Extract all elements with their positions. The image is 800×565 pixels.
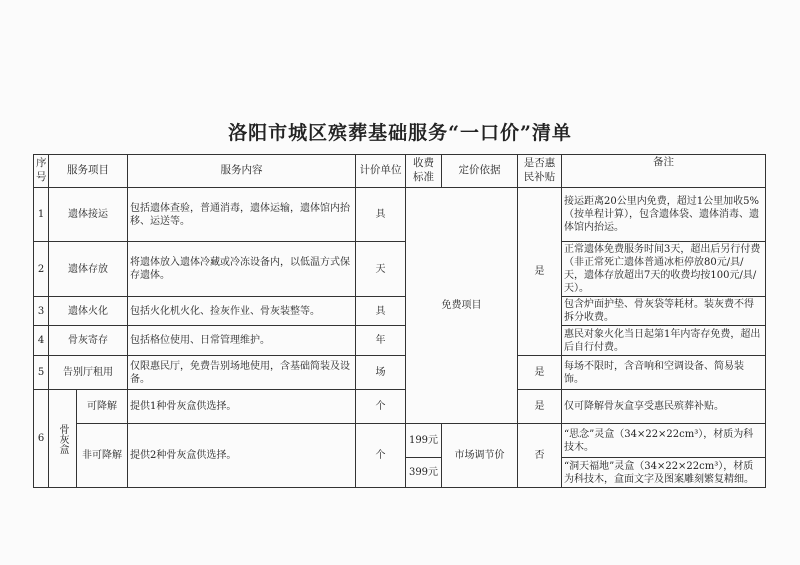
table-row <box>34 424 766 458</box>
table-header <box>34 155 766 188</box>
row-unit: 场 <box>356 356 406 390</box>
row-note: “洞天福地”灵盒（34×22×22cm³），材质为科技木，盒面文字及图案雕刻繁复精细。 <box>562 458 766 488</box>
row-note: 每场不限时，含音响和空调设备、简易装饰。 <box>562 356 766 390</box>
row-unit: 个 <box>356 390 406 424</box>
row-note: 接运距离20公里内免费，超过1公里加收5%（按单程计算），包含遗体袋、遗体消毒、遗体馆内抬运。 <box>562 188 766 242</box>
row-item-label: 骨灰盒 <box>57 423 68 454</box>
row-item: 骨灰寄存 <box>49 326 128 356</box>
fee-value: 199元 <box>406 424 442 458</box>
row-content: 将遗体放入遗体冷藏或冷冻设备内，以低温方式保存遗体。 <box>128 242 356 297</box>
table-row <box>34 356 766 390</box>
header-subsidy: 是否惠民补贴 <box>518 155 562 188</box>
row-no: 5 <box>34 356 49 390</box>
subsidy-value: 是 <box>518 188 562 356</box>
row-unit: 天 <box>356 242 406 297</box>
row-note: 正常遗体免费服务时间3天，超出后另行付费（非正常死亡遗体普通冰柜停放80元/具/天，遗体存放超出7天的收费均按100元/具/天）。 <box>562 242 766 297</box>
fee-value: 399元 <box>406 458 442 488</box>
row-subitem: 非可降解 <box>77 424 128 488</box>
row-item <box>49 390 77 488</box>
row-content: 包括遗体查验，普通消毒，遗体运输，遗体馆内抬移、运送等。 <box>128 188 356 242</box>
row-unit: 年 <box>356 326 406 356</box>
header-content: 服务内容 <box>128 155 356 188</box>
header-note: 备注 <box>562 155 766 188</box>
row-content: 包括火化机火化、捡灰作业、骨灰装整等。 <box>128 297 356 326</box>
row-no: 3 <box>34 297 49 326</box>
row-note: 包含炉面护垫、骨灰袋等耗材。装灰费不得拆分收费。 <box>562 297 766 326</box>
table-row <box>34 188 766 242</box>
row-item: 遗体存放 <box>49 242 128 297</box>
row-note: 仅可降解骨灰盒享受惠民殡葬补贴。 <box>562 390 766 424</box>
subsidy-value: 是 <box>518 390 562 424</box>
row-item: 遗体火化 <box>49 297 128 326</box>
row-no: 4 <box>34 326 49 356</box>
header-no: 序号 <box>34 155 49 188</box>
basis-value: 市场调节价 <box>442 424 518 488</box>
row-item: 告别厅租用 <box>49 356 128 390</box>
subsidy-value: 是 <box>518 356 562 390</box>
subsidy-value: 否 <box>518 424 562 488</box>
row-no: 6 <box>34 390 49 488</box>
table-row <box>34 326 766 356</box>
row-subitem: 可降解 <box>77 390 128 424</box>
row-note: “思念”灵盒（34×22×22cm³），材质为科技木。 <box>562 424 766 458</box>
document-title: 洛阳市城区殡葬基础服务“一口价”清单 <box>228 122 572 144</box>
table-row <box>34 242 766 297</box>
row-content: 包括格位使用、日常管理维护。 <box>128 326 356 356</box>
row-unit: 具 <box>356 188 406 242</box>
row-content: 提供1种骨灰盒供选择。 <box>128 390 356 424</box>
table-row <box>34 297 766 326</box>
row-no: 1 <box>34 188 49 242</box>
row-unit: 具 <box>356 297 406 326</box>
row-content: 仅限惠民厅，免费告别场地使用，含基础简装及设备。 <box>128 356 356 390</box>
row-no: 2 <box>34 242 49 297</box>
row-note: 惠民对象火化当日起第1年内寄存免费，超出后自行付费。 <box>562 326 766 356</box>
header-basis: 定价依据 <box>442 155 518 188</box>
row-item: 遗体接运 <box>49 188 128 242</box>
row-unit: 个 <box>356 424 406 488</box>
header-item: 服务项目 <box>49 155 128 188</box>
row-content: 提供2种骨灰盒供选择。 <box>128 424 356 488</box>
header-unit: 计价单位 <box>356 155 406 188</box>
free-item-label: 免费项目 <box>406 188 518 424</box>
table-row <box>34 390 766 424</box>
service-price-table <box>33 154 766 488</box>
header-fee: 收费标准 <box>406 155 442 188</box>
